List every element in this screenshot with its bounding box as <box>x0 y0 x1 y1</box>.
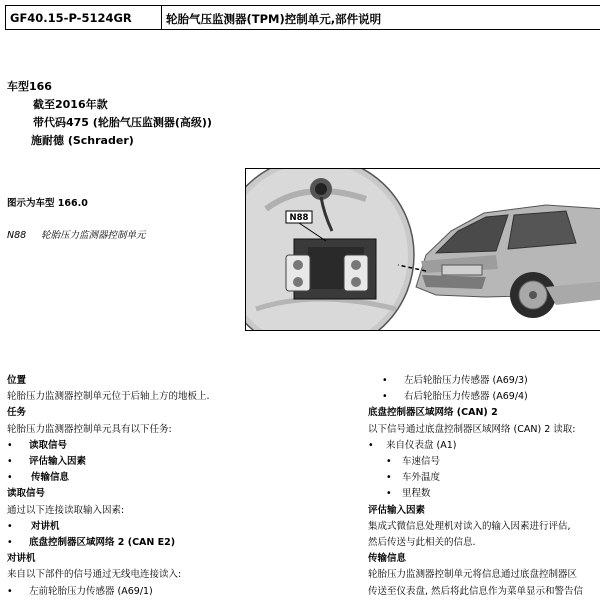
model-line: 车型166 <box>7 80 52 93</box>
list-item: • 来自仪表盘 (A1) <box>368 438 600 454</box>
document-header <box>5 5 600 30</box>
task-text: 轮胎压力监测器控制单元具有以下任务: <box>7 423 172 435</box>
list-item: • 底盘控制器区域网络 2 (CAN E2) <box>7 535 357 551</box>
bolt-icon <box>293 277 303 287</box>
grommet-hole <box>315 183 327 195</box>
location-text: 轮胎压力监测器控制单元位于后轴上方的地板上. <box>7 391 210 403</box>
list-item-label: 传输信息 <box>31 472 70 484</box>
car-illustration <box>416 205 600 318</box>
bolt-icon <box>351 277 361 287</box>
eval-text-1: 集成式微信息处理机对读入的输入因素进行评估, <box>368 520 571 532</box>
list-item: • 左前轮胎压力传感器 (A69/1) <box>7 584 357 600</box>
figure-caption: 图示为车型 166.0 <box>7 198 88 209</box>
list-item: • 右后轮胎压力传感器 (A69/4) <box>368 389 600 405</box>
heading-can: 底盘控制器区域网络 (CAN) 2 <box>368 407 498 419</box>
heading-evaluate: 评估输入因素 <box>368 504 426 516</box>
model-code-line: 带代码475 (轮胎气压监测器(高级)) <box>33 116 212 129</box>
model-block <box>7 78 212 150</box>
eval-text-2: 然后传送与此相关的信息. <box>368 537 476 549</box>
n88-label: N88 <box>289 213 309 223</box>
can-text: 以下信号通过底盘控制器区域网络 (CAN) 2 读取: <box>368 423 576 435</box>
heading-transmit: 传输信息 <box>368 553 407 565</box>
list-item-label: 对讲机 <box>31 520 60 532</box>
heading-location: 位置 <box>7 375 27 386</box>
intercom-text: 来自以下部件的信号通过无线电连接读入: <box>7 569 182 581</box>
transmit-text-1: 轮胎压力监测器控制单元将信息通过底盘控制器区 <box>368 569 578 581</box>
read-text: 通过以下连接读取输入因素: <box>7 504 125 516</box>
figure-illustration <box>246 169 600 331</box>
list-item: • 读取信号 <box>7 438 357 454</box>
heading-task: 任务 <box>7 407 27 419</box>
heading-read-signals: 读取信号 <box>7 488 46 500</box>
figure-legend <box>7 227 146 241</box>
document-code: GF40.15-P-5124GR <box>6 6 162 29</box>
left-column <box>7 373 357 600</box>
right-column <box>368 373 600 600</box>
sub-list-item: • 车外温度 <box>368 470 600 486</box>
list-item: • 评估输入因素 <box>7 454 357 470</box>
legend-code: N88 <box>7 230 27 241</box>
document-title: 轮胎气压监测器(TPM)控制单元,部件说明 <box>166 12 382 26</box>
bolt-icon <box>293 260 303 270</box>
bolt-icon <box>351 260 361 270</box>
sub-list-item: • 里程数 <box>368 486 600 502</box>
sub-list-item: • 车速信号 <box>368 454 600 470</box>
list-item <box>7 519 357 535</box>
legend-text: 轮胎压力监测器控制单元 <box>41 230 146 241</box>
model-supplier-line: 施耐德 (Schrader) <box>31 134 134 147</box>
list-item <box>7 470 357 486</box>
model-year-line: 截至2016年款 <box>33 98 108 111</box>
list-item: • 左后轮胎压力传感器 (A69/3) <box>368 373 600 389</box>
heading-intercom: 对讲机 <box>7 553 36 565</box>
transmit-text-2: 传送至仪表盘, 然后将此信息作为菜单显示和警告信 <box>368 585 584 597</box>
component-figure <box>245 168 600 331</box>
